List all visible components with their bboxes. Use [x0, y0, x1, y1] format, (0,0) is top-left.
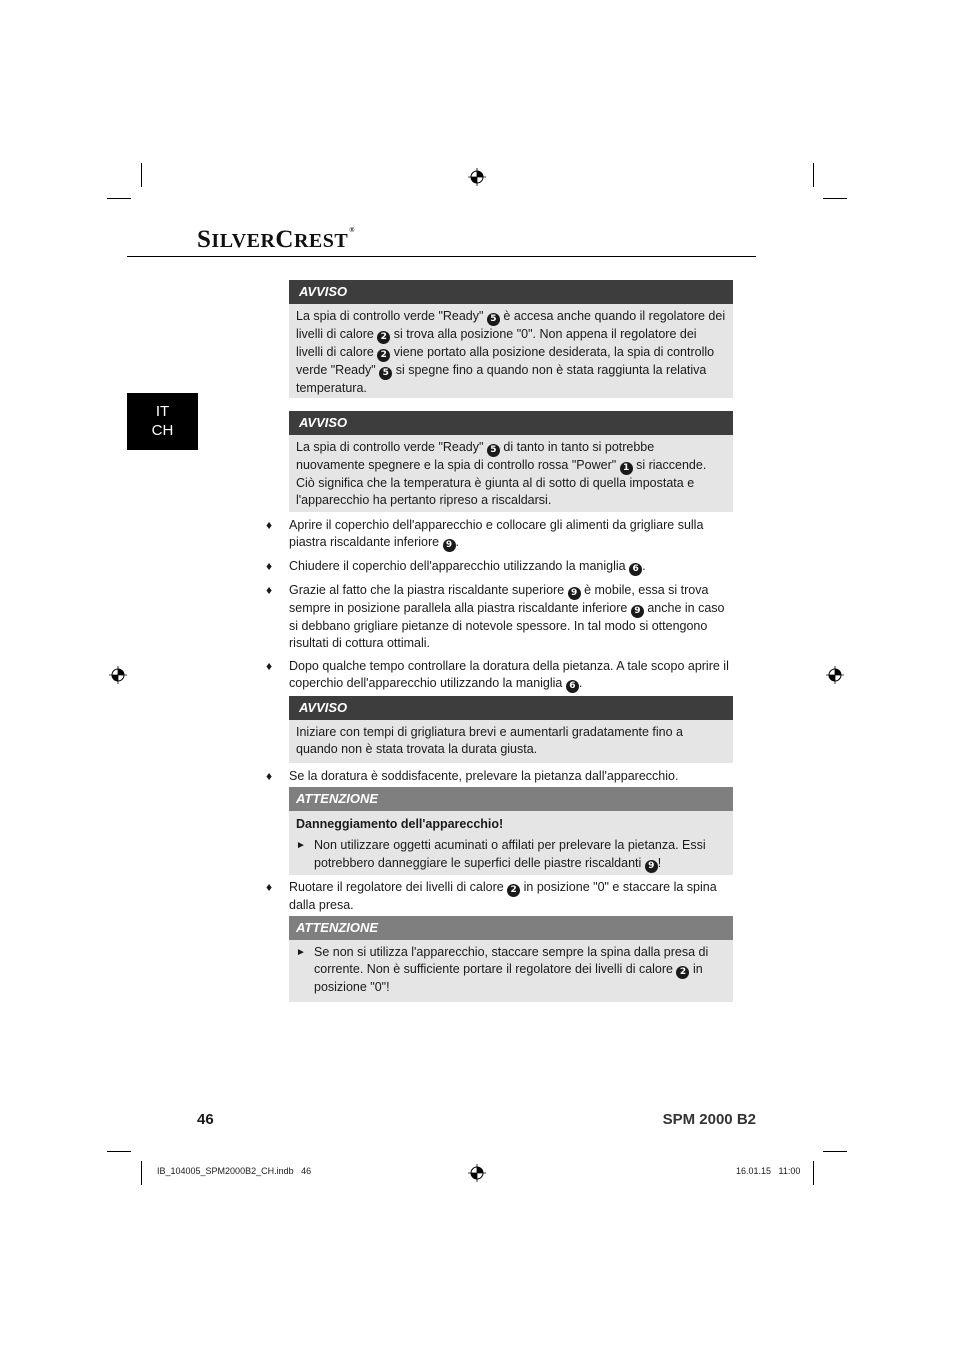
warning-item: ► Se non si utilizza l'apparecchio, staccare sempre la spina dalla presa di corrente. Non è sufficiente portare il regolatore dei livelli di calore 2 in posizione "0"! [296, 945, 709, 995]
country-code: CH [151, 422, 174, 439]
instruction-step: ♦ Chiudere il coperchio dell'apparecchio utilizzando la maniglia 6 . [266, 559, 646, 574]
instruction-step: ♦ Se la doratura è soddisfacente, prelevare la pietanza dall'apparecchio. [266, 768, 736, 785]
diamond-bullet-icon: ♦ [266, 659, 273, 673]
registration-mark-icon [109, 666, 127, 684]
instruction-step: ♦ Grazie al fatto che la piastra riscaldante superiore 9 è mobile, essa si trova sempre in posizione parallela alla piastra riscaldante inferiore 9 anche in caso si debbano grigliare pietanze di notevole spessore. In tal modo si ottengono risultati di cottura ottimali. [266, 583, 725, 651]
warning-box [289, 787, 733, 875]
instruction-step: ♦ Ruotare il regolatore dei livelli di calore 2 in posizione "0" e staccare la spina dalla presa. [266, 880, 717, 912]
model-name: SPM 2000 B2 [662, 1111, 756, 1128]
notice-title: AVVISO [289, 280, 733, 304]
crop-mark [823, 1151, 847, 1152]
notice-text: La spia di controllo verde "Ready" 5 è accesa anche quando il regolatore dei livelli di calore 2 si trova alla posizione "0". Non appena il regolatore dei livelli di calore 2 viene portato alla posizione desiderata, la spia di controllo verde "Ready" 5 si spegne fino a quando non è stata raggiunta la relativa temperatura. [296, 309, 726, 395]
brand-logo: SILVERCREST® [197, 226, 355, 253]
warning-heading: Danneggiamento dell'apparecchio! [296, 817, 504, 831]
notice-box [289, 696, 733, 763]
crop-mark [813, 1161, 814, 1185]
arrow-right-icon: ► [296, 840, 306, 852]
notice-text: Iniziare con tempi di grigliatura brevi e aumentarli gradatamente fino a quando non è stata trovata la durata giusta. [296, 725, 684, 757]
diamond-bullet-icon: ♦ [266, 583, 273, 597]
crop-mark [107, 1151, 131, 1152]
language-tab [127, 393, 198, 450]
notice-box [289, 411, 733, 512]
warning-title: ATTENZIONE [289, 916, 733, 940]
registration-mark-icon [468, 1164, 486, 1182]
crop-mark [107, 198, 131, 199]
instruction-step: ♦ Dopo qualche tempo controllare la doratura della pietanza. A tale scopo aprire il coperchio dell'apparecchio utilizzando la maniglia 6 . [266, 659, 729, 692]
diamond-bullet-icon: ♦ [266, 880, 273, 894]
registration-mark-icon [468, 168, 486, 186]
crop-mark [813, 163, 814, 187]
diamond-bullet-icon: ♦ [266, 559, 273, 573]
print-slug-date: 16.01.15 11:00 [736, 1166, 801, 1176]
notice-title: AVVISO [289, 411, 733, 435]
notice-text: La spia di controllo verde "Ready" 5 di tanto in tanto si potrebbe nuovamente spegnere e la spia di controllo rossa "Power" 1 si riaccende. Ciò significa che la temperatura è giunta al di sotto di quella impostata e l'apparecchio ha pertanto ripreso a riscaldarsi. [296, 440, 707, 508]
language-code: IT [155, 403, 170, 420]
crop-mark [141, 1161, 142, 1185]
diamond-bullet-icon: ♦ [266, 518, 273, 532]
instruction-step: ♦ Aprire il coperchio dell'apparecchio e collocare gli alimenti da grigliare sulla piastra riscaldante inferiore 9 . [266, 518, 704, 551]
arrow-right-icon: ► [296, 947, 306, 958]
warning-title: ATTENZIONE [289, 787, 733, 811]
print-slug-file: IB_104005_SPM2000B2_CH.indb 46 [157, 1166, 312, 1176]
notice-title: AVVISO [289, 696, 733, 720]
crop-mark [141, 163, 142, 187]
page-number: 46 [197, 1111, 214, 1128]
registration-mark-icon [826, 666, 844, 684]
warning-item: ► Non utilizzare oggetti acuminati o affilati per prelevare la pietanza. Essi potrebbero danneggiare le superfici delle piastre riscaldanti 9 ! [296, 838, 706, 871]
notice-box [289, 280, 733, 398]
warning-box [289, 916, 733, 1002]
diamond-bullet-icon: ♦ [266, 769, 273, 783]
crop-mark [823, 198, 847, 199]
header-rule [127, 256, 756, 257]
